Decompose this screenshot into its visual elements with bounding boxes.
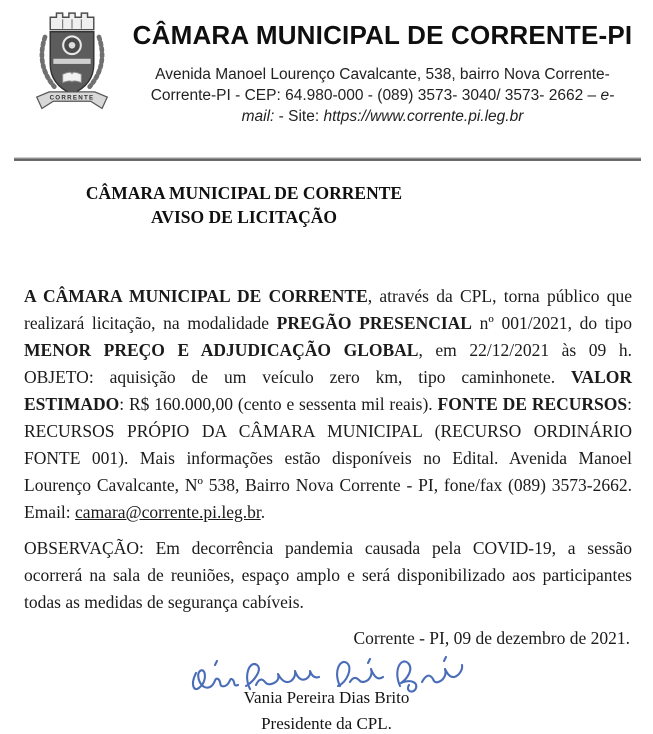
book-shape — [63, 72, 82, 82]
date-line: Corrente - PI, 09 de dezembro de 2021. — [353, 628, 630, 648]
signature-block — [0, 655, 653, 734]
municipal-coat-of-arms-icon — [28, 10, 116, 122]
address-line-3: mail: - Site: https://www.corrente.pi.leg.br — [241, 108, 524, 125]
organization-title: CÂMARA MUNICIPAL DE CORRENTE-PI — [132, 20, 633, 50]
banner-text: CORRENTE — [49, 94, 95, 102]
notice-section — [0, 181, 653, 734]
notice-heading-line1: CÂMARA MUNICIPAL DE CORRENTE — [85, 183, 403, 203]
notice-heading-line2: AVISO DE LICITAÇÃO — [150, 207, 338, 227]
signatory-role: Presidente da CPL. — [261, 714, 392, 733]
horizontal-rule — [14, 157, 641, 161]
signatory-name: Vania Pereira Dias Brito — [243, 688, 410, 707]
notice-body-paragraph: A CÂMARA MUNICIPAL DE CORRENTE, através da CPL, torna público que realizará licitação, na modalidade PREGÃO PRESENCIAL nº 001/2021, do tipo MENOR PREÇO E ADJUDICAÇÃO GLOBAL, em 22/12/2021 às 09 h. OBJETO: aquisição de um veículo zero km, tipo caminhonete. VALOR ESTIMADO: R$ 160.000,00 (cento e sessenta mil reais). FONTE DE RECURSOS: RECURSOS PRÓPIO DA CÂMARA MUNICIPAL (RECURSO ORDINÁRIO FONTE 001). Mais informações estão disponíveis no Edital. Avenida Manoel Lourenço Cavalcante, Nº 538, Bairro Nova Corrente - PI, fone/fax (089) 3573-2662. Email: camara@corrente.pi.leg.br. — [24, 286, 633, 522]
notice-observation-paragraph: OBSERVAÇÃO: Em decorrência pandemia causada pela COVID-19, a sessão ocorrerá na sala de reuniões, espaço amplo e será disponibilizado aos participantes todas as medidas de segurança cabíveis. — [24, 538, 632, 612]
letterhead — [0, 0, 653, 127]
address-line-2: Corrente-PI - CEP: 64.980-000 - (089) 3573- 3040/ 3573- 2662 – e- — [150, 87, 615, 104]
signature-ink — [193, 657, 462, 692]
letterhead-text — [116, 8, 643, 127]
letterhead-address — [122, 64, 643, 127]
notice-heading — [24, 181, 464, 229]
address-line-1: Avenida Manoel Lourenço Cavalcante, 538, bairro Nova Corrente- — [155, 66, 610, 83]
